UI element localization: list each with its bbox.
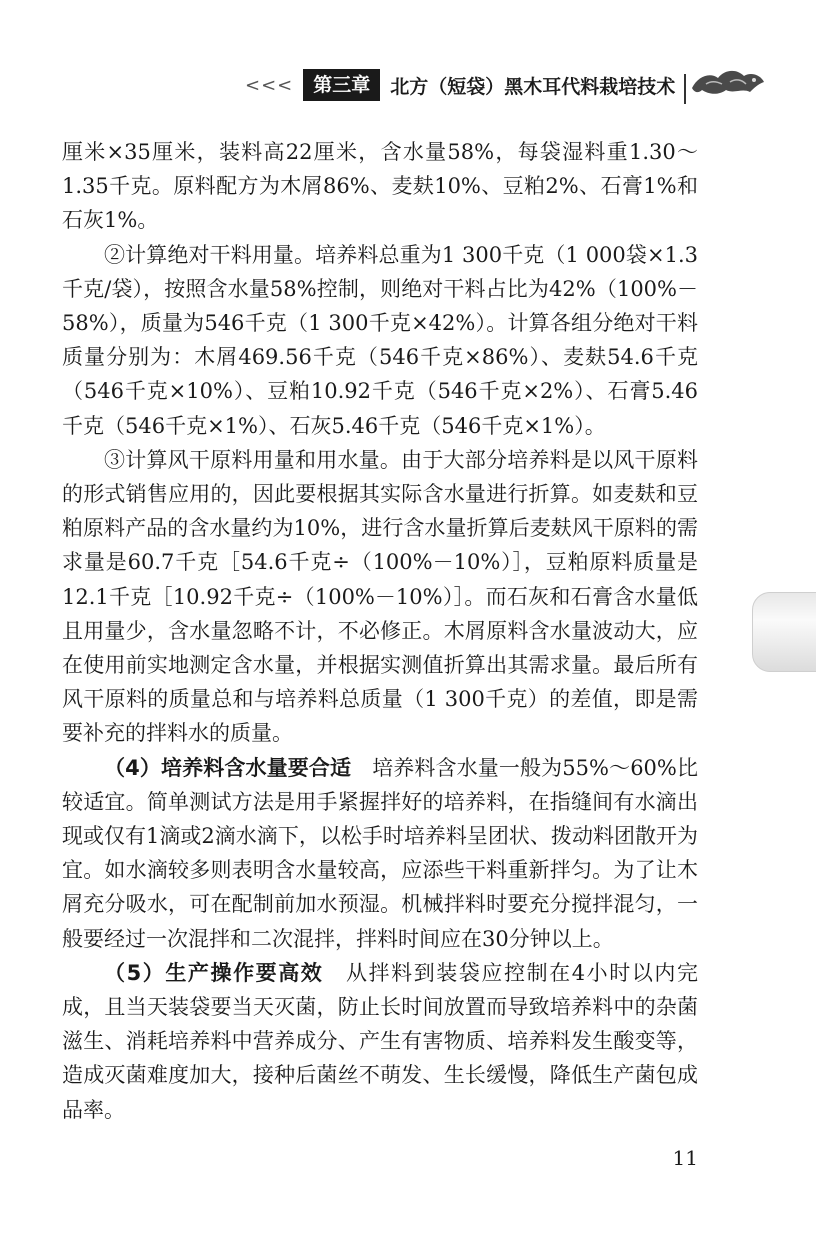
body-text (62, 135, 698, 1127)
page-edge-tab (752, 592, 816, 672)
paragraph-3: ③计算风干原料用量和用水量。由于大部分培养料是以风干原料的形式销售应用的，因此要根据其实际含水量进行折算。如麦麸和豆粕原料产品的含水量约为10%，进行含水量折算后麦麸风干原料的需求量是60.7千克［54.6千克÷（100%－10%）］，豆粕原料质量是12.1千克［10.92千克÷（100%－10%）］。而石灰和石膏含水量低且用量少，含水量忽略不计，不必修正。木屑原料含水量波动大，应在使用前实地测定含水量，并根据实测值折算出其需求量。最后所有风干原料的质量总和与培养料总质量（1 300千克）的差值，即是需要补充的拌料水的质量。 (62, 447, 698, 746)
header-arrows: <<< (245, 74, 294, 96)
paragraph-5 (62, 956, 698, 1127)
chapter-title: 北方（短袋）黑木耳代料栽培技术 (390, 75, 676, 98)
paragraph-4-text: 培养料含水量一般为55%～60%比较适宜。简单测试方法是用手紧握拌好的培养料，在指缝间有水滴出现或仅有1滴或2滴水滴下，以松手时培养料呈团状、拨动料团散开为宜。如水滴较多则表明含水量较高，应添些干料重新拌匀。为了让木屑充分吸水，可在配制前加水预湿。机械拌料时要充分搅拌混匀，一般要经过一次混拌和二次混拌，拌料时间应在30分钟以上。 (62, 755, 698, 951)
paragraph-1: 厘米×35厘米，装料高22厘米，含水量58%，每袋湿料重1.30～1.35千克。原料配方为木屑86%、麦麸10%、豆粕2%、石膏1%和石灰1%。 (62, 140, 698, 233)
section-heading-5: （5）生产操作要高效 (104, 960, 324, 985)
paragraph-2: ②计算绝对干料用量。培养料总重为1 300千克（1 000袋×1.3千克/袋），按照含水量58%控制，则绝对干料占比为42%（100%－58%），质量为546千克（1 300千克×42%）。计算各组分绝对干料质量分别为：木屑469.56千克（546千克×86%）、麦麸54.6千克（546千克×10%）、豆粕10.92千克（546千克×2%）、石膏5.46千克（546千克×1%）、石灰5.46千克（546千克×1%）。 (62, 242, 698, 438)
section-heading-4: （4）培养料含水量要合适 (104, 755, 352, 780)
chapter-label: 第三章 (303, 69, 380, 101)
header-divider (684, 74, 686, 104)
running-header (245, 66, 675, 104)
paragraph-4 (62, 751, 698, 956)
page-number: 11 (672, 1146, 698, 1170)
paragraph-5-text: 从拌料到装袋应控制在4小时以内完成，且当天装袋要当天灭菌，防止长时间放置而导致培养料中的杂菌滋生、消耗培养料中营养成分、产生有害物质、培养料发生酸变等，造成灭菌难度加大，接种后菌丝不萌发、生长缓慢，降低生产菌包成品率。 (62, 960, 698, 1122)
dragon-logo-icon (688, 62, 768, 102)
